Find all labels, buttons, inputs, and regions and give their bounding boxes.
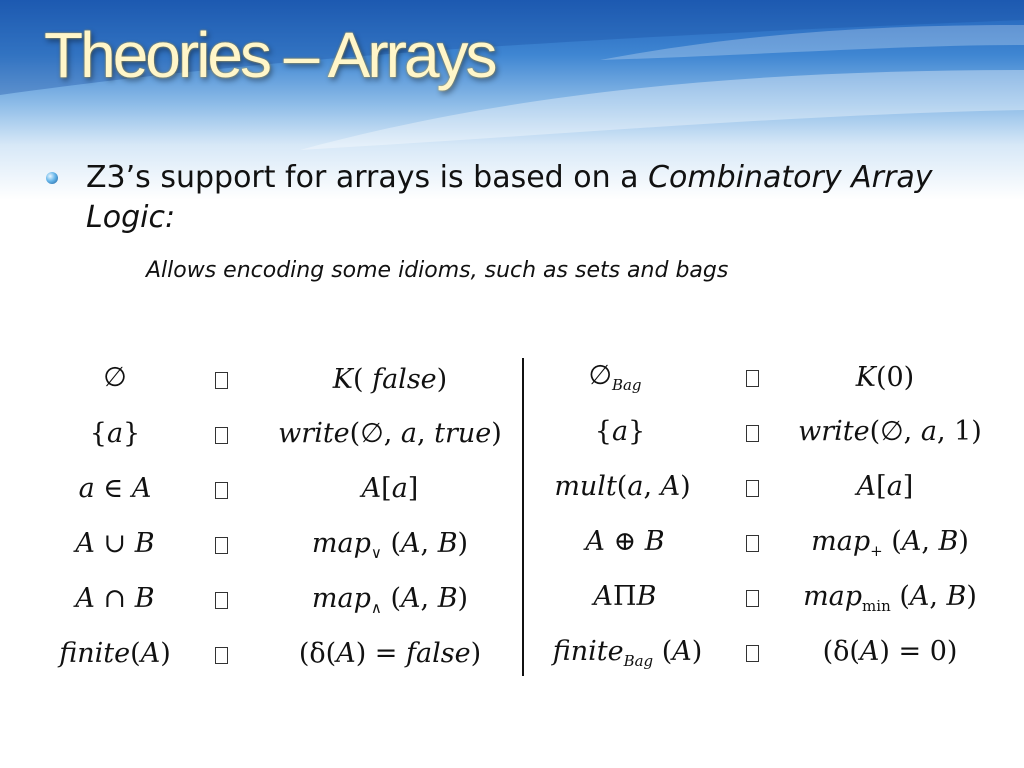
missing-glyph-box [746,480,759,497]
missing-glyph-box [215,482,228,499]
missing-glyph-box [215,427,228,444]
bullet-text-italic: Combinatory Array Logic: [86,160,933,235]
bags-lhs-min: AΠB [593,581,657,612]
sets-lhs-finite: finite(A) [59,638,171,669]
missing-glyph-box [746,425,759,442]
bags-lhs-singleton: {a} [594,416,646,447]
missing-glyph-box [746,590,759,607]
bags-rhs-sum: map$_+$ (A, B) [811,526,969,560]
missing-glyph-box [746,535,759,552]
bags-lhs-mult: mult(a, A) [554,471,691,502]
bags-rhs-singleton: write(∅, a, 1) [798,416,982,447]
sub-bullet-text: Allows encoding some idioms, such as sets and bags [146,258,729,283]
bags-rhs-finite: (δ(A) = 0) [822,636,958,667]
sets-rhs-empty: K( false) [332,364,448,395]
bullet-text-plain: Z3’s support for arrays is based on a [86,160,649,195]
missing-glyph-box [746,645,759,662]
table-divider [522,358,524,676]
sets-lhs-union: A ∪ B [75,528,155,559]
sets-rhs-singleton: write(∅, a, true) [278,418,502,449]
slide-title: Theories – Arrays [44,19,495,91]
sets-rhs-finite: (δ(A) = false) [298,638,482,669]
sets-lhs-intersection: A ∩ B [75,583,155,614]
sets-rhs-union: map$_\vee$ (A, B) [311,528,469,562]
bags-lhs-finite: finite$_{Bag}$ (A) [552,636,703,670]
sets-lhs-member: a ∈ A [78,473,152,504]
bullet-icon [46,172,58,184]
bags-rhs-min: map$_{min}$ (A, B) [803,581,977,615]
bullet-text [86,158,996,238]
sets-lhs-empty: ∅ [103,362,127,393]
bags-rhs-empty: K(0) [855,362,915,393]
bags-rhs-mult: A[a] [856,471,914,502]
missing-glyph-box [746,370,759,387]
sets-rhs-intersection: map$_\wedge$ (A, B) [311,583,469,617]
missing-glyph-box [215,592,228,609]
missing-glyph-box [215,537,228,554]
missing-glyph-box [215,372,228,389]
sets-lhs-singleton: {a} [89,418,141,449]
sets-rhs-member: A[a] [361,473,419,504]
bags-lhs-empty: $\emptyset_{Bag}$ [588,360,642,394]
missing-glyph-box [215,647,228,664]
bags-lhs-sum: A ⊕ B [585,526,665,557]
